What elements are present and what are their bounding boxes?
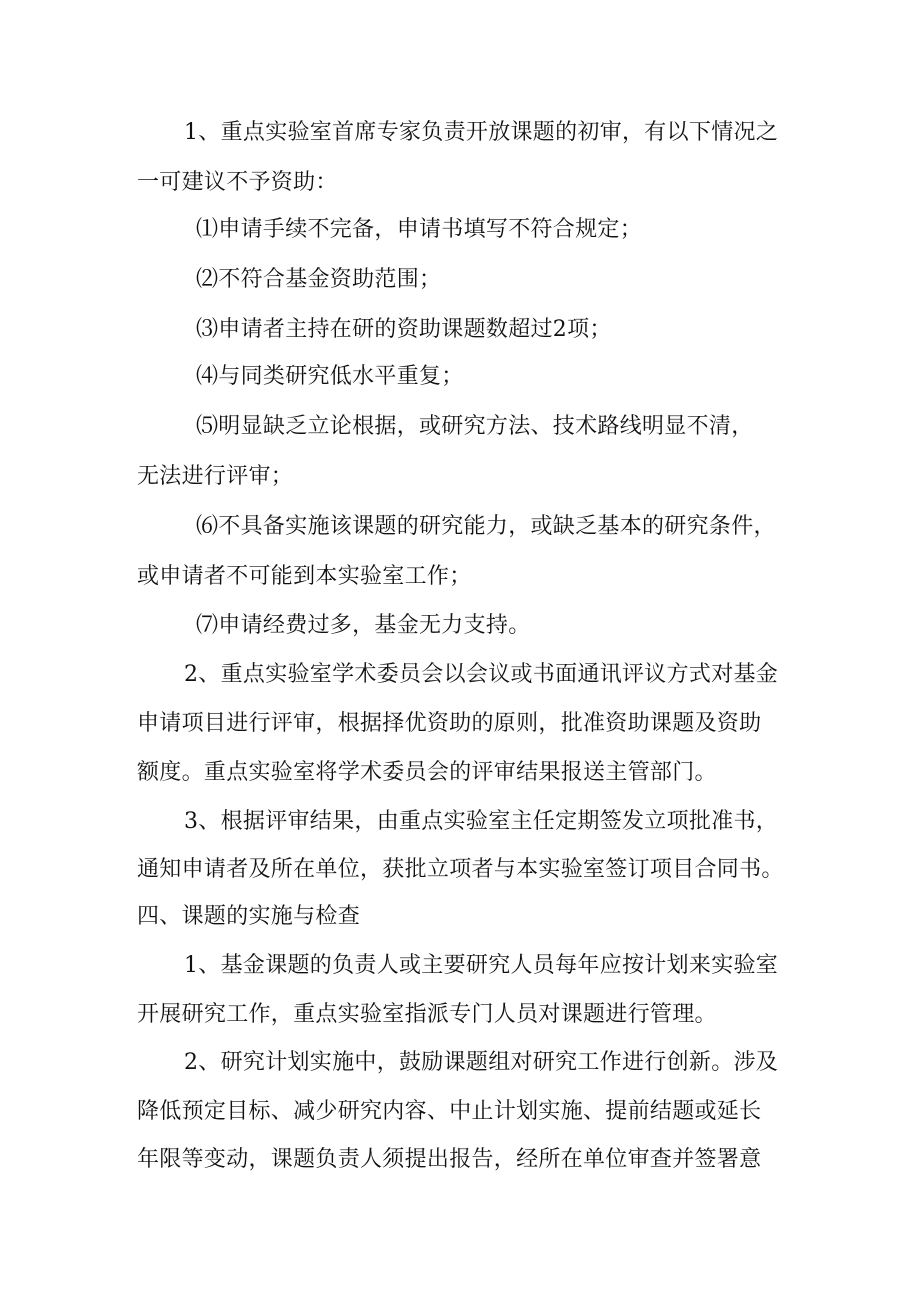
paragraph-line: 申请项目进行评审，根据择优资助的原则，批准资助课题及资助 xyxy=(137,711,762,736)
list-item: ⑷与同类研究低水平重复； xyxy=(196,364,464,389)
section-heading: 四、课题的实施与检查 xyxy=(137,904,361,929)
paragraph-line: 降低预定目标、减少研究内容、中止计划实施、提前结题或延长 xyxy=(137,1099,762,1124)
paragraph-line: 3、根据评审结果，由重点实验室主任定期签发立项批准书， xyxy=(184,809,779,834)
paragraph-line: 2、研究计划实施中，鼓励课题组对研究工作进行创新。涉及 xyxy=(184,1050,779,1075)
paragraph-line: 一可建议不予资助： xyxy=(137,170,338,195)
list-item: ⑴申请手续不完备，申请书填写不符合规定； xyxy=(196,217,643,242)
list-item: ⑸明显缺乏立论根据，或研究方法、技术路线明显不清， xyxy=(196,414,754,439)
list-item: ⑵不符合基金资助范围； xyxy=(196,267,442,292)
paragraph-line: 年限等变动，课题负责人须提出报告，经所在单位审查并签署意 xyxy=(137,1147,762,1172)
paragraph-line: 1、重点实验室首席专家负责开放课题的初审，有以下情况之 xyxy=(184,120,779,145)
list-item: ⑹不具备实施该课题的研究能力，或缺乏基本的研究条件， xyxy=(196,514,776,539)
paragraph-line: 1、基金课题的负责人或主要研究人员每年应按计划来实验室 xyxy=(184,953,779,978)
paragraph-line: 额度。重点实验室将学术委员会的评审结果报送主管部门。 xyxy=(137,760,717,785)
list-item: ⑺申请经费过多，基金无力支持。 xyxy=(196,613,531,638)
list-item: ⑶申请者主持在研的资助课题数超过2项； xyxy=(196,317,612,342)
paragraph-line: 无法进行评审； xyxy=(137,464,294,489)
paragraph-line: 通知申请者及所在单位，获批立项者与本实验室签订项目合同书。 xyxy=(137,857,784,882)
paragraph-line: 2、重点实验室学术委员会以会议或书面通讯评议方式对基金 xyxy=(184,662,779,687)
paragraph-line: 或申请者不可能到本实验室工作； xyxy=(137,564,472,589)
paragraph-line: 开展研究工作，重点实验室指派专门人员对课题进行管理。 xyxy=(137,1002,717,1027)
